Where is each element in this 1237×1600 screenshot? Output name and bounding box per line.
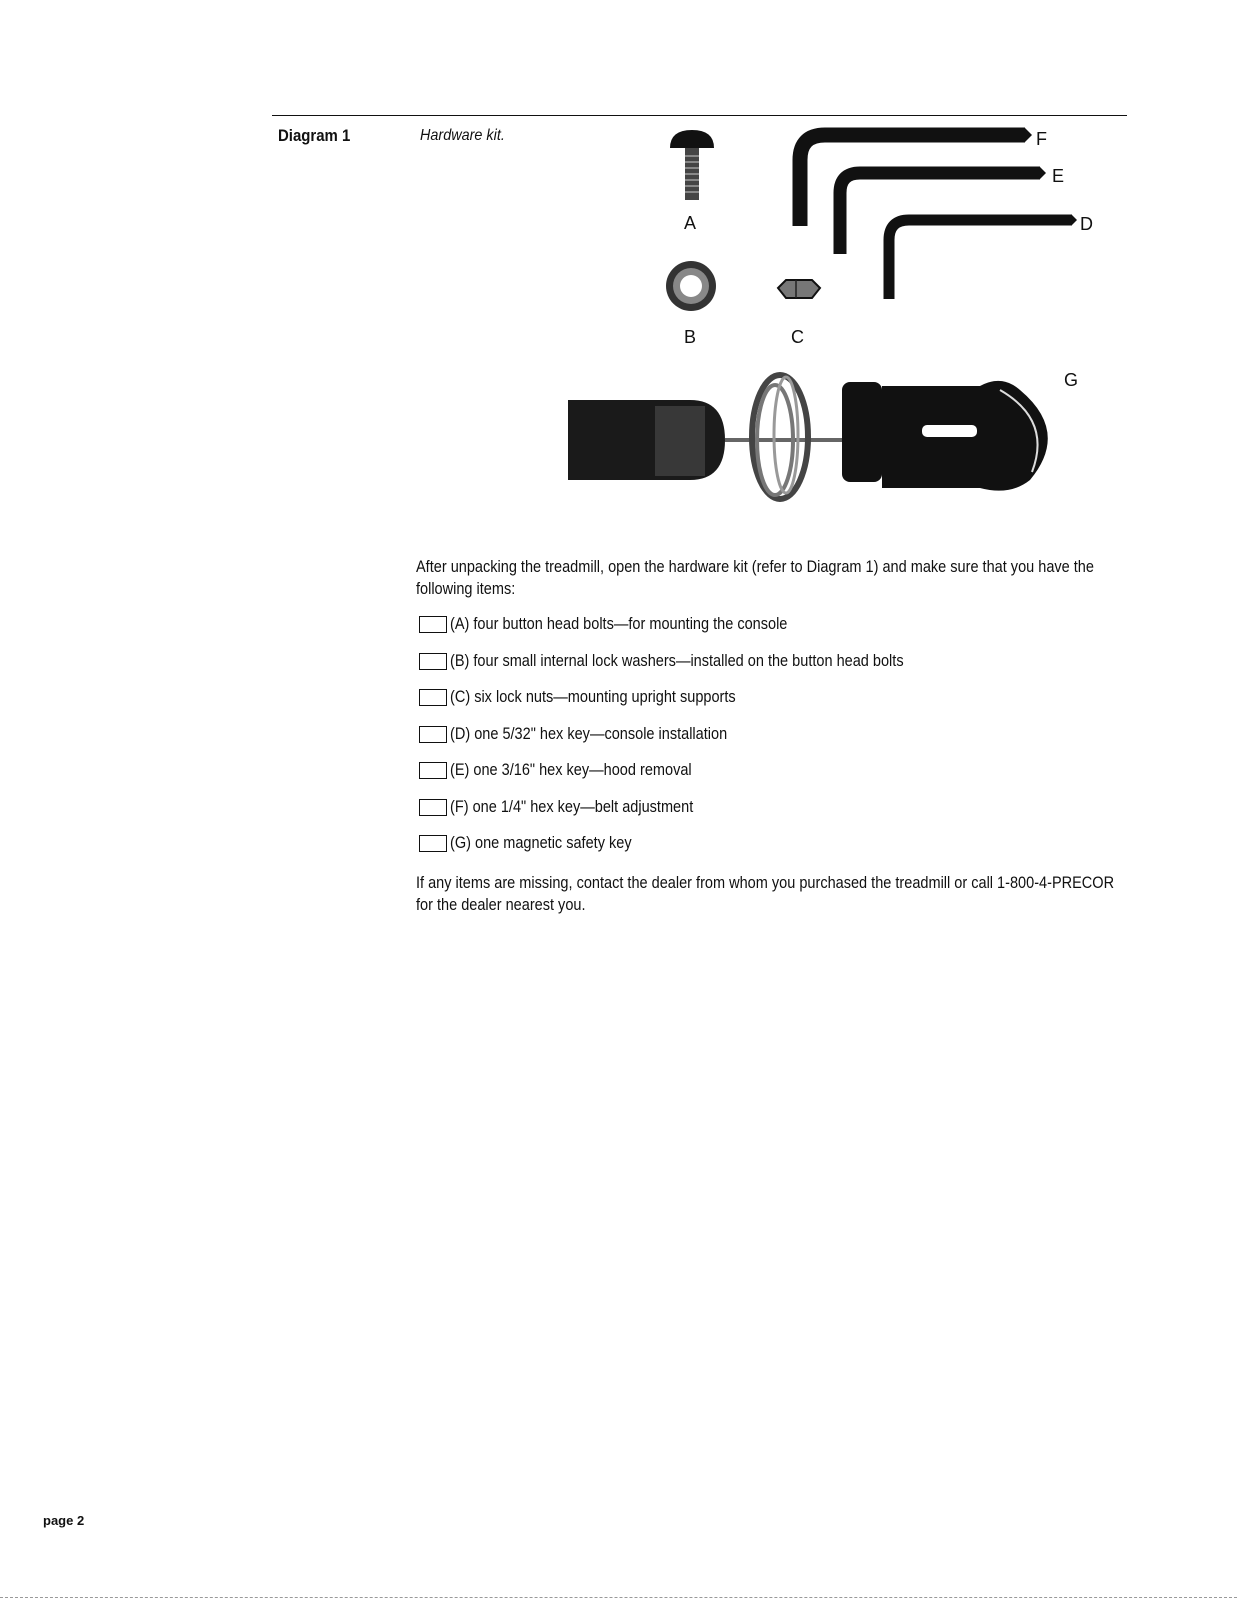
checkbox[interactable] bbox=[419, 762, 447, 779]
checklist-item-d bbox=[419, 724, 965, 761]
callout-f: F bbox=[1036, 129, 1047, 149]
callout-c: C bbox=[791, 327, 804, 347]
checklist-item-label: (A) four button head bolts—for mounting the console bbox=[450, 615, 788, 633]
checklist-item-a bbox=[419, 614, 965, 651]
lock-nut-illustration bbox=[778, 280, 820, 298]
hardware-kit-illustration bbox=[560, 120, 1120, 525]
callout-e: E bbox=[1052, 166, 1065, 186]
header-rule bbox=[272, 115, 1127, 116]
diagram-label: Diagram 1 bbox=[278, 126, 351, 145]
lock-washer-illustration bbox=[666, 261, 716, 311]
scan-edge-divider bbox=[0, 1597, 1237, 1598]
checklist-item-e bbox=[419, 760, 965, 797]
checkbox[interactable] bbox=[419, 653, 447, 670]
checklist-item-g bbox=[419, 833, 965, 870]
checklist-item-label: (F) one 1/4" hex key—belt adjustment bbox=[450, 797, 694, 816]
callout-a: A bbox=[684, 213, 697, 233]
callout-g: G bbox=[1064, 370, 1079, 390]
checklist-item-b bbox=[419, 651, 965, 688]
checklist-item-label: (B) four small internal lock washers—installed on the button head bolts bbox=[450, 651, 904, 670]
checklist-item-label: (C) six lock nuts—mounting upright supports bbox=[450, 688, 736, 706]
checklist-item-label: (G) one magnetic safety key bbox=[450, 834, 632, 852]
callout-b: B bbox=[684, 327, 697, 347]
checkbox[interactable] bbox=[419, 616, 447, 633]
diagram-caption: Hardware kit. bbox=[420, 127, 505, 144]
hardware-checklist bbox=[419, 614, 965, 870]
checkbox[interactable] bbox=[419, 726, 447, 743]
checklist-item-label: (D) one 5/32" hex key—console installation bbox=[450, 724, 728, 743]
hex-key-d-illustration bbox=[889, 215, 1077, 299]
missing-items-paragraph: If any items are missing, contact the dealer from whom you purchased the treadmill or call 1-800-4-PRECOR for the dealer nearest you. bbox=[416, 874, 1115, 914]
bolt-illustration bbox=[670, 130, 714, 200]
checkbox[interactable] bbox=[419, 835, 447, 852]
page-number: page 2 bbox=[43, 1513, 85, 1528]
checkbox[interactable] bbox=[419, 799, 447, 816]
safety-key-illustration bbox=[568, 375, 1048, 499]
callout-d: D bbox=[1080, 214, 1093, 234]
hex-key-e-illustration bbox=[840, 167, 1046, 254]
checklist-item-label: (E) one 3/16" hex key—hood removal bbox=[450, 761, 692, 779]
checkbox[interactable] bbox=[419, 689, 447, 706]
checklist-item-c bbox=[419, 687, 965, 724]
checklist-item-f bbox=[419, 797, 965, 834]
intro-paragraph: After unpacking the treadmill, open the hardware kit (refer to Diagram 1) and make sure that you have the following items: bbox=[416, 558, 1094, 598]
